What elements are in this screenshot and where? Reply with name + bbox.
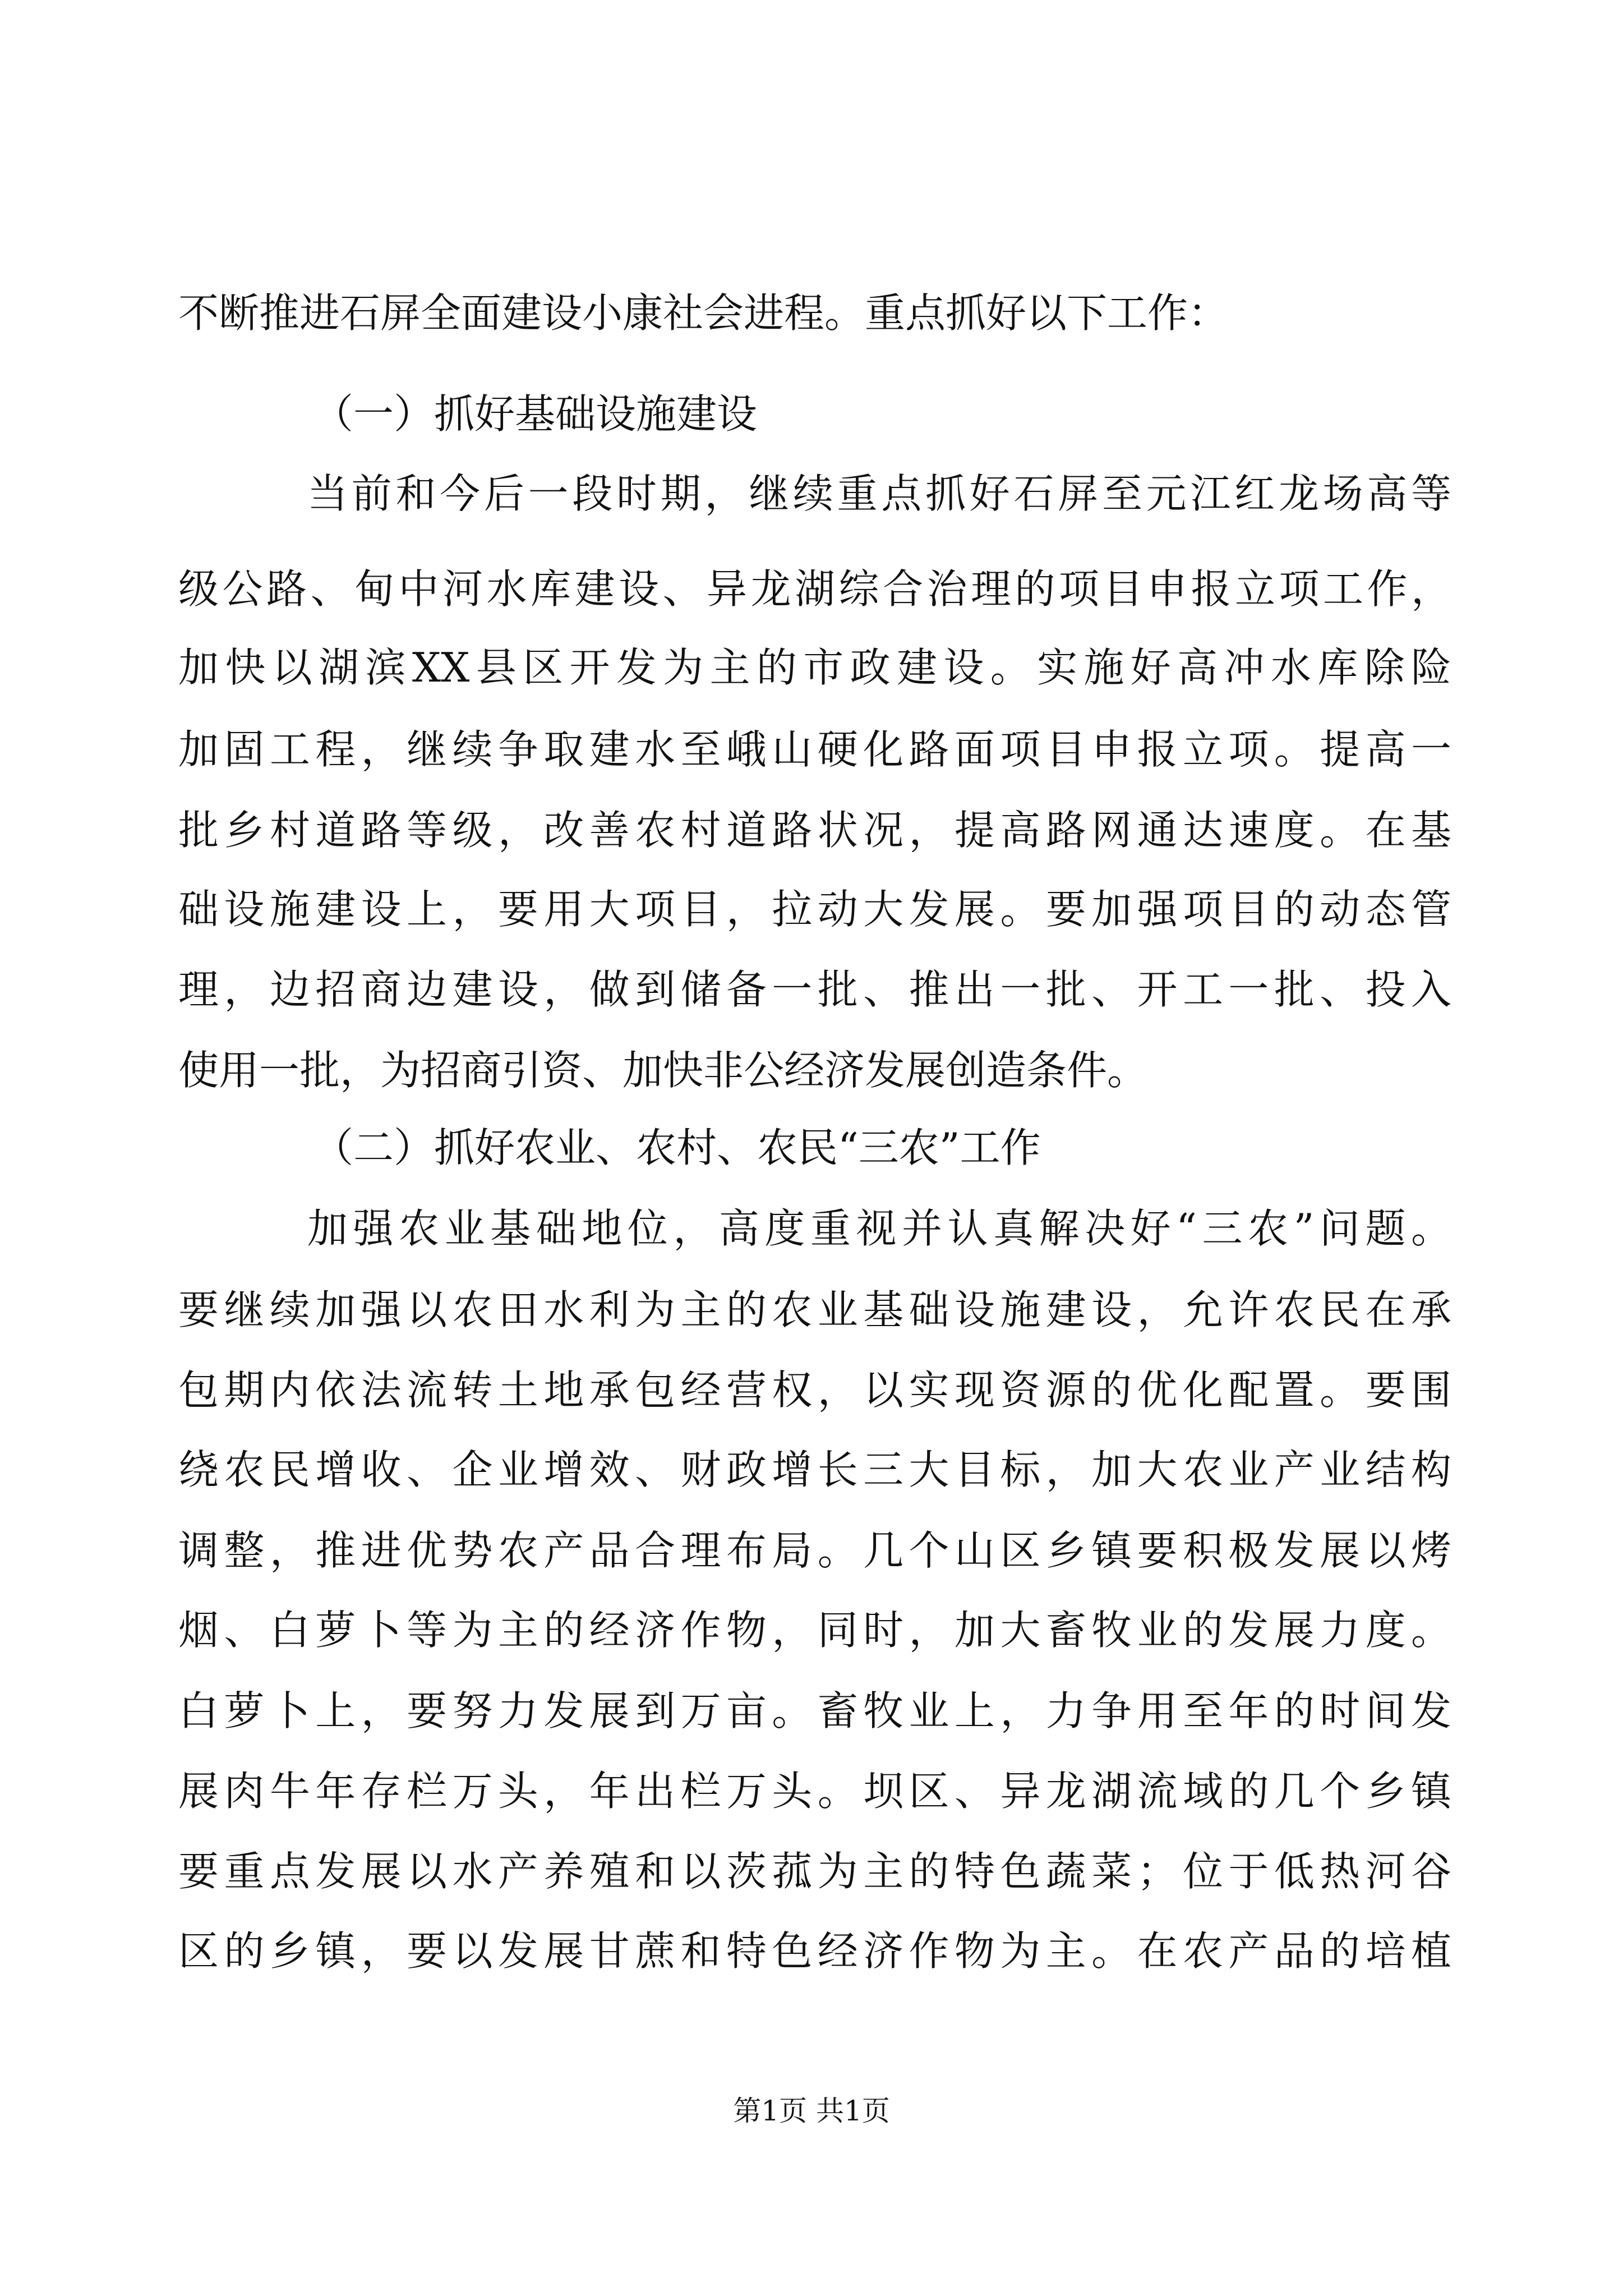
body-line: 要重点发展以水产养殖和以茨菰为主的特色蔬菜；位于低热河谷 <box>178 1848 1451 1895</box>
body-line: 理，边招商边建设，做到储备一批、推出一批、开工一批、投入 <box>178 966 1451 1013</box>
body-line: 使用一批，为招商引资、加快非公经济发展创造条件。 <box>178 1047 1148 1094</box>
body-line: 不断推进石屏全面建设小康社会进程。重点抓好以下工作： <box>178 289 1229 337</box>
body-line: 础设施建设上，要用大项目，拉动大发展。要加强项目的动态管 <box>178 886 1451 933</box>
section-heading: （一）抓好基础设施建设 <box>313 390 758 438</box>
body-line: 加强农业基础地位，高度重视并认真解决好“三农”问题。 <box>307 1205 1451 1252</box>
section-heading: （二）抓好农业、农村、农民“三农”工作 <box>313 1124 1041 1171</box>
body-line: 调整，推进优势农产品合理布局。几个山区乡镇要积极发展以烤 <box>178 1527 1451 1574</box>
body-line: 区的乡镇，要以发展甘蔗和特色经济作物为主。在农产品的培植 <box>178 1927 1451 1975</box>
body-line: 包期内依法流转土地承包经营权，以实现资源的优化配置。要围 <box>178 1366 1451 1414</box>
body-line: 批乡村道路等级，改善农村道路状况，提高路网通达速度。在基 <box>178 807 1451 854</box>
body-line: 绕农民增收、企业增效、财政增长三大目标，加大农业产业结构 <box>178 1446 1451 1493</box>
body-line: 加固工程，继续争取建水至峨山硬化路面项目申报立项。提高一 <box>178 726 1451 773</box>
page-footer: 第1页 共1页 <box>733 2095 890 2127</box>
body-line: 要继续加强以农田水利为主的农业基础设施建设，允许农民在承 <box>178 1286 1451 1333</box>
body-line: 级公路、甸中河水库建设、异龙湖综合治理的项目申报立项工作， <box>178 565 1451 613</box>
body-line: 白萝卜上，要努力发展到万亩。畜牧业上，力争用至年的时间发 <box>178 1687 1451 1734</box>
body-line: 当前和今后一段时期，继续重点抓好石屏至元江红龙场高等 <box>307 470 1451 517</box>
body-line: 加快以湖滨XX县区开发为主的市政建设。实施好高冲水库除险 <box>178 644 1451 691</box>
body-line: 烟、白萝卜等为主的经济作物，同时，加大畜牧业的发展力度。 <box>178 1607 1451 1654</box>
body-line: 展肉牛年存栏万头，年出栏万头。坝区、异龙湖流域的几个乡镇 <box>178 1768 1451 1815</box>
